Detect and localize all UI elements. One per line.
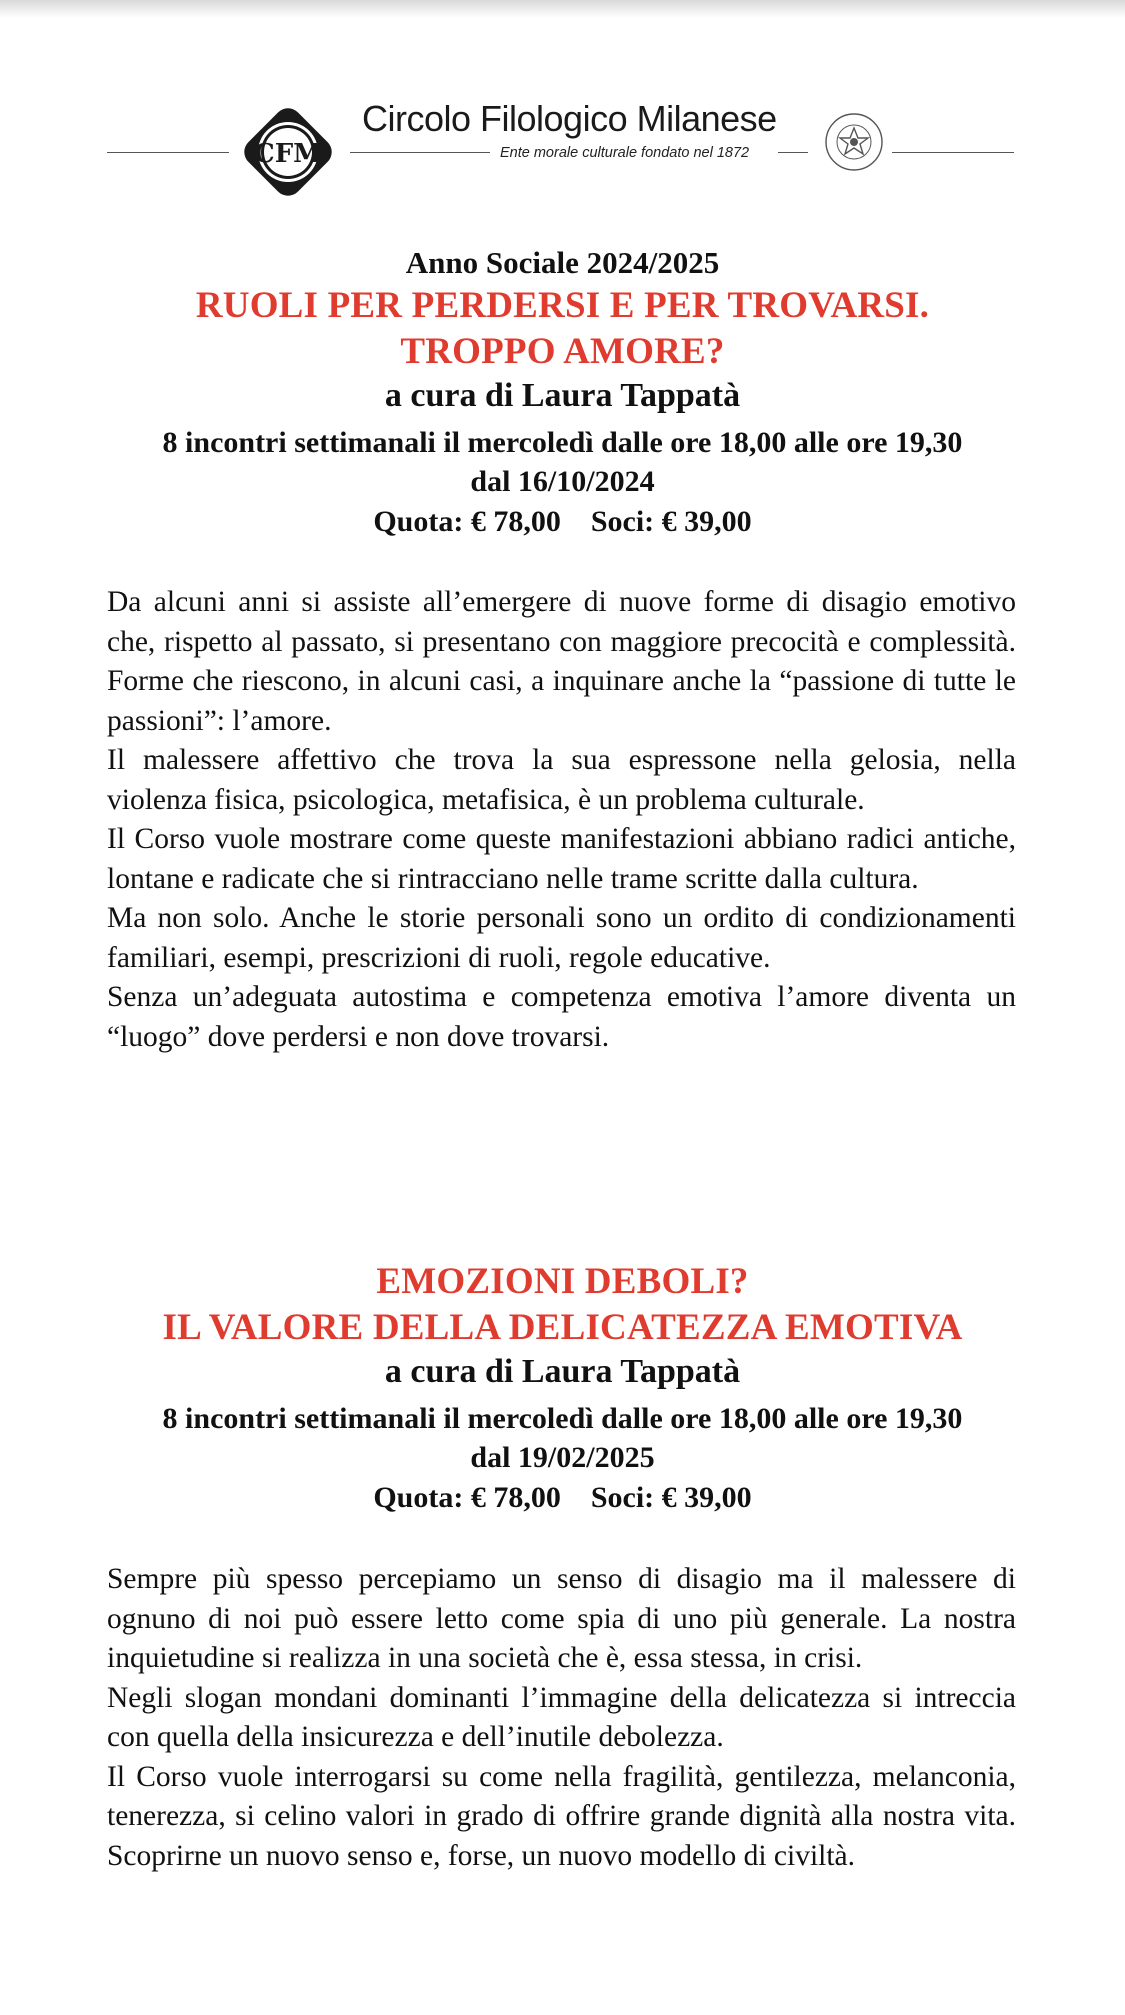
course-2-soci: Soci: € 39,00 [590, 1481, 752, 1514]
cfm-logo-icon [240, 104, 336, 200]
header-rule-left [107, 152, 229, 153]
paragraph: Ma non solo. Anche le storie personali sono un ordito di condizionamenti familiari, esempi, prescrizioni di ruoli, regole educative. [107, 902, 1016, 974]
course-1-curator: a cura di Laura Tappatà [384, 377, 741, 414]
course-1-title-line-1: RUOLI PER PERDERSI E PER TROVARSI. [195, 285, 930, 326]
course-1-quota: Quota: € 78,00 [373, 505, 561, 538]
anno-sociale: Anno Sociale 2024/2025 [405, 245, 720, 280]
course-1-description [107, 583, 1016, 1057]
paragraph: Il malessere affettivo che trova la sua espressone nella gelosia, nella violenza fisica, psicologica, metafisica, è un problema culturale. [107, 744, 1016, 816]
header-rule-mid [350, 152, 490, 153]
course-2-start-date: dal 19/02/2025 [470, 1441, 655, 1474]
top-shadow [0, 0, 1125, 18]
paragraph: Il Corso vuole mostrare come queste manifestazioni abbiano radici antiche, lontane e radicate che si rintracciano nelle trame scritte dalla cultura. [107, 823, 1016, 895]
course-1-title-line-2: TROPPO AMORE? [400, 331, 725, 372]
paragraph: Senza un’adeguata autostima e competenza emotiva l’amore diventa un “luogo” dove perdersi e non dove trovarsi. [107, 981, 1016, 1053]
historical-seal-icon [822, 106, 886, 182]
course-2-quota: Quota: € 78,00 [373, 1481, 561, 1514]
course-2-curator: a cura di Laura Tappatà [384, 1353, 741, 1390]
course-2-description [107, 1560, 1016, 1876]
course-1-pricing [0, 505, 1125, 539]
paragraph: Sempre più spesso percepiamo un senso di disagio ma il malessere di ognuno di noi può essere letto come spia di uno più generale. La nostra inquietudine si realizza in una società che è, essa stessa, in crisi. [107, 1563, 1016, 1674]
paragraph: Il Corso vuole interrogarsi su come nella fragilità, gentilezza, melanconia, tenerezza, si celino valori in grado di offrire grande dignità alla nostra vita. Scoprirne un nuovo senso e, forse, un nuovo modello di civiltà. [107, 1760, 1016, 1872]
header-rule-right-short [778, 152, 808, 153]
course-2-schedule: 8 incontri settimanali il mercoledì dalle ore 18,00 alle ore 19,30 [162, 1402, 963, 1435]
paragraph: Da alcuni anni si assiste all’emergere di nuove forme di disagio emotivo che, rispetto al passato, si presentano con maggiore precocità e complessità. Forme che riescono, in alcuni casi, a inquinare anche la “passione di tutte le passioni”: l’amore. [107, 586, 1016, 737]
course-1-soci: Soci: € 39,00 [590, 505, 752, 538]
paragraph: Negli slogan mondani dominanti l’immagine della delicatezza si intreccia con quella della insicurezza e dell’inutile debolezza. [107, 1681, 1016, 1753]
course-2-pricing [0, 1481, 1125, 1515]
logo-monogram: CFM [254, 139, 322, 169]
course-2-title-line-1: EMOZIONI DEBOLI? [376, 1261, 749, 1302]
course-1-schedule: 8 incontri settimanali il mercoledì dalle ore 18,00 alle ore 19,30 [162, 426, 963, 459]
course-2-title-line-2: IL VALORE DELLA DELICATEZZA EMOTIVA [162, 1307, 963, 1348]
course-1-start-date: dal 16/10/2024 [470, 465, 655, 498]
header-rule-right [892, 152, 1014, 153]
org-subtitle: Ente morale culturale fondato nel 1872 [500, 145, 750, 161]
org-name: Circolo Filologico Milanese [362, 98, 777, 139]
